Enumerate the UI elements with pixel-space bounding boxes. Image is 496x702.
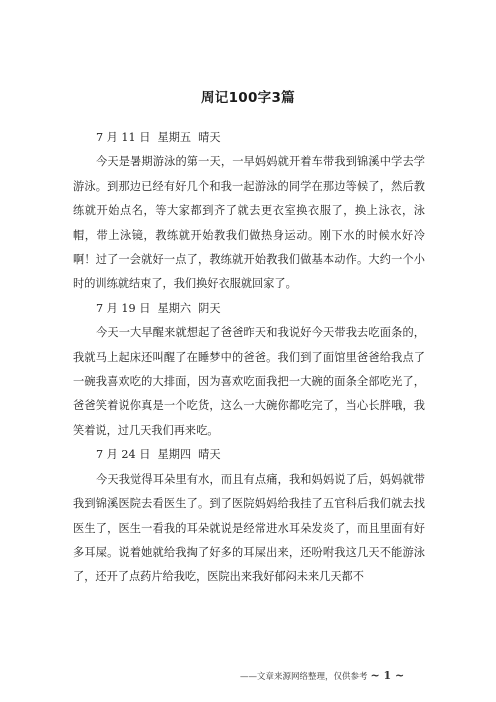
page-footer bbox=[240, 669, 496, 682]
footer-note: ——文章来源网络整理，仅供参考 bbox=[240, 672, 368, 682]
page-number: ~ 1 ~ bbox=[370, 669, 405, 682]
entry-paragraph: 今天一大早醒来就想起了爸爸昨天和我说好今天带我去吃面条的，我就马上起床还叫醒了在睡梦中的爸爸。我们到了面馆里爸爸给我点了一碗我喜欢吃的大排面，因为喜欢吃面我把一大碗的面条全部吃光了，爸爸笑着说你真是一个吃货，这么一大碗你都吃完了，当心长胖哦，我笑着说，过几天我们再来吃。 bbox=[73, 326, 425, 437]
document-body bbox=[73, 126, 425, 590]
entry-paragraph: 今天是暑期游泳的第一天，一早妈妈就开着车带我到锦溪中学去学游泳。到那边已经有好几个和我一起游泳的同学在那边等候了，然后教练就开始点名，等大家都到齐了就去更衣室换衣服了，换上泳衣，泳帽，带上泳镜，教练就开始教我们做热身运动。刚下水的时候水好冷啊！过了一会就好一点了，教练就开始教我们做基本动作。大约一个小时的训练就结束了，我们换好衣服就回家了。 bbox=[73, 155, 425, 291]
document-title: 周记100字3篇 bbox=[201, 90, 295, 106]
entry-paragraph: 今天我觉得耳朵里有水，而且有点痛，我和妈妈说了后，妈妈就带我到锦溪医院去看医生了。到了医院妈妈给我挂了五官科后我们就去找医生了，医生一看我的耳朵就说是经常进水耳朵发炎了，而且里面有好多耳屎。说着她就给我掏了好多的耳屎出来，还吩咐我这几天不能游泳了，还开了点药片给我吃，医院出来我好郁闷未来几天都不 bbox=[73, 472, 425, 584]
entry-date: 7 月 24 日 星期四 晴天 bbox=[96, 448, 221, 462]
entry-date: 7 月 11 日 星期五 晴天 bbox=[96, 131, 221, 144]
entry-date: 7 月 19 日 星期六 阴天 bbox=[96, 301, 221, 315]
journal-entry bbox=[73, 443, 425, 589]
journal-entry bbox=[73, 126, 425, 297]
journal-entry bbox=[73, 297, 425, 443]
